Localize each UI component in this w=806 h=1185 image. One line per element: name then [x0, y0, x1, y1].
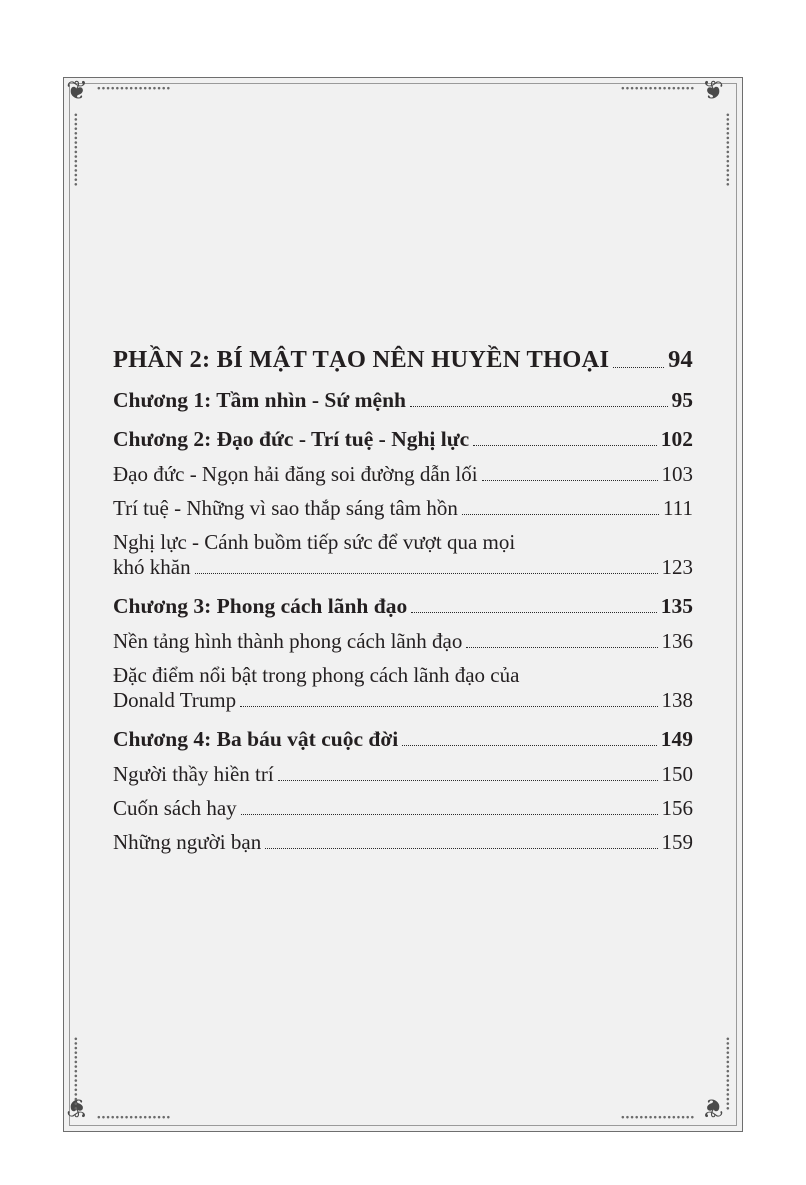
toc-entry-title: Chương 1: Tầm nhìn - Sứ mệnh — [113, 388, 407, 412]
toc-entry-part-2[interactable] — [113, 346, 693, 374]
toc-entry-title: Đặc điểm nổi bật trong phong cách lãnh đạo của — [113, 663, 520, 687]
toc-leader-dots — [410, 406, 667, 407]
toc-leader-dots — [240, 706, 657, 707]
toc-entry-title: Nghị lực - Cánh buồm tiếp sức để vượt qua mọi — [113, 530, 516, 554]
toc-leader-dots — [613, 367, 664, 368]
toc-page-number: 156 — [661, 796, 693, 820]
border-flourish-bottom-right: ∙∙∙∙∙∙∙∙∙∙∙∙∙∙∙∙ — [620, 1113, 695, 1123]
toc-leader-dots — [482, 480, 658, 481]
toc-entry-title: Người thầy hiền trí — [113, 762, 274, 786]
corner-ornament-bottom-right: ❦ — [702, 1092, 724, 1122]
toc-page-number: 103 — [661, 462, 693, 486]
toc-leader-dots — [265, 848, 657, 849]
border-flourish-bottom-left: ∙∙∙∙∙∙∙∙∙∙∙∙∙∙∙∙ — [96, 1113, 171, 1123]
toc-entry-title: Cuốn sách hay — [113, 796, 237, 820]
toc-page-number: 102 — [660, 427, 693, 451]
toc-entry-dac-diem[interactable] — [113, 663, 693, 713]
toc-page-number: 123 — [661, 555, 693, 579]
toc-entry-title: Đạo đức - Ngọn hải đăng soi đường dẫn lối — [113, 462, 478, 486]
toc-entry-chapter-1[interactable] — [113, 388, 693, 413]
toc-leader-dots — [278, 780, 658, 781]
toc-page-number: 95 — [671, 388, 693, 412]
border-flourish-right-top: ∙∙∙∙∙∙∙∙∙∙∙∙∙∙∙∙ — [722, 112, 732, 187]
border-flourish-top-right: ∙∙∙∙∙∙∙∙∙∙∙∙∙∙∙∙ — [620, 84, 695, 94]
toc-entry-nghi-luc[interactable] — [113, 530, 693, 580]
border-flourish-top-left: ∙∙∙∙∙∙∙∙∙∙∙∙∙∙∙∙ — [96, 84, 171, 94]
toc-leader-dots — [466, 647, 657, 648]
border-flourish-left-bottom: ∙∙∙∙∙∙∙∙∙∙∙∙∙∙∙∙ — [70, 1036, 80, 1111]
toc-entry-title: Nền tảng hình thành phong cách lãnh đạo — [113, 629, 463, 653]
toc-page-number: 135 — [660, 594, 693, 618]
toc-entry-tri-tue[interactable] — [113, 496, 693, 521]
toc-entry-title-line2: Donald Trump — [113, 688, 237, 712]
toc-entry-cuon-sach[interactable] — [113, 796, 693, 821]
toc-leader-dots — [195, 573, 658, 574]
toc-leader-dots — [241, 814, 658, 815]
corner-ornament-top-right: ❦ — [702, 76, 724, 106]
toc-entry-nguoi-thay[interactable] — [113, 762, 693, 787]
toc-entry-chapter-2[interactable] — [113, 427, 693, 452]
toc-page-number: 138 — [661, 688, 693, 712]
border-flourish-right-bottom: ∙∙∙∙∙∙∙∙∙∙∙∙∙∙∙∙ — [722, 1036, 732, 1111]
toc-page-number: 111 — [663, 496, 693, 520]
toc-leader-dots — [402, 745, 657, 746]
toc-entry-nhung-nguoi-ban[interactable] — [113, 830, 693, 855]
toc-entry-title: Chương 2: Đạo đức - Trí tuệ - Nghị lực — [113, 427, 470, 451]
toc-page-number: 150 — [661, 762, 693, 786]
toc-entry-dao-duc[interactable] — [113, 462, 693, 487]
border-flourish-left-top: ∙∙∙∙∙∙∙∙∙∙∙∙∙∙∙∙ — [70, 112, 80, 187]
toc-entry-title: Những người bạn — [113, 830, 262, 854]
corner-ornament-bottom-left: ❦ — [66, 1092, 88, 1122]
toc-entry-title: Chương 3: Phong cách lãnh đạo — [113, 594, 408, 618]
toc-page-number: 149 — [660, 727, 693, 751]
toc-entry-nen-tang[interactable] — [113, 629, 693, 654]
toc-entry-title-line2: khó khăn — [113, 555, 191, 579]
toc-page-number: 159 — [661, 830, 693, 854]
toc-leader-dots — [411, 612, 657, 613]
toc-page-number: 94 — [668, 346, 693, 373]
toc-entry-title: Trí tuệ - Những vì sao thắp sáng tâm hồn — [113, 496, 458, 520]
corner-ornament-top-left: ❦ — [66, 76, 88, 106]
table-of-contents — [113, 346, 693, 864]
toc-entry-title: PHẦN 2: BÍ MẬT TẠO NÊN HUYỀN THOẠI — [113, 346, 610, 373]
toc-page-number: 136 — [661, 629, 693, 653]
toc-leader-dots — [473, 445, 657, 446]
toc-entry-chapter-4[interactable] — [113, 727, 693, 752]
toc-entry-chapter-3[interactable] — [113, 594, 693, 619]
toc-entry-title: Chương 4: Ba báu vật cuộc đời — [113, 727, 399, 751]
toc-leader-dots — [462, 514, 659, 515]
